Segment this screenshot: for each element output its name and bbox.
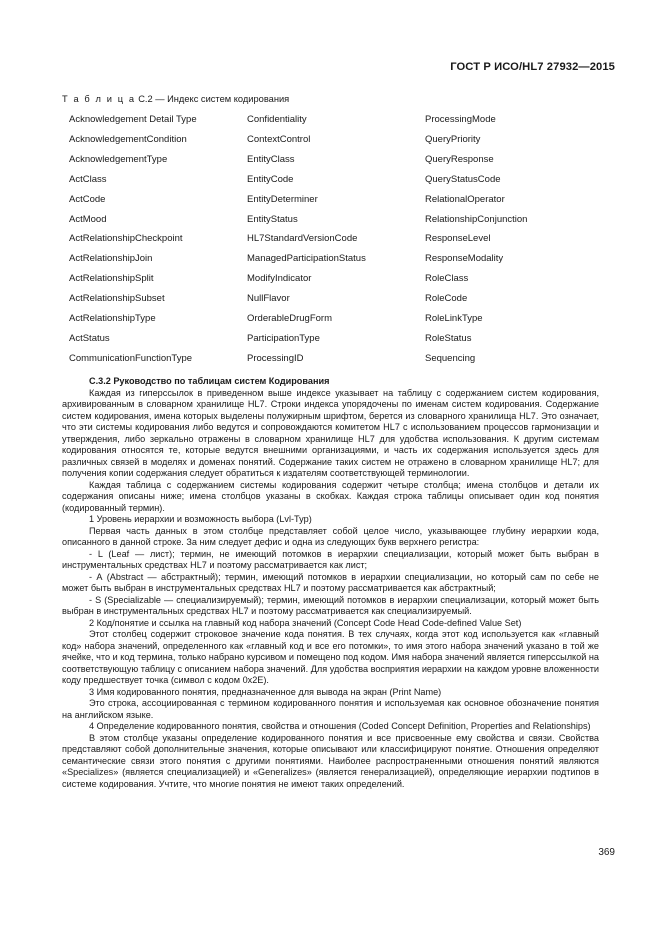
table-row [69, 308, 629, 328]
table-row [69, 249, 629, 269]
table-caption-label: Т а б л и ц а [62, 94, 136, 104]
coding-system-name[interactable]: EntityClass [247, 154, 295, 166]
coding-system-name[interactable]: RoleLinkType [425, 312, 483, 324]
paragraph: - L (Leaf — лист); термин, не имеющий потомков в иерархии специализации, который может быть выбран в инструментальных средствах HL7 и поэтому рассматривается как лист; [62, 548, 599, 570]
coding-system-name[interactable]: ModifyIndicator [247, 273, 312, 285]
coding-system-name[interactable]: ActRelationshipSubset [69, 293, 165, 305]
table-row [69, 150, 629, 170]
coding-system-name[interactable]: AcknowledgementCondition [69, 134, 187, 146]
coding-system-name[interactable]: QueryResponse [425, 154, 494, 166]
paragraph: Этот столбец содержит строковое значение кода понятия. В тех случаях, когда этот код используется как «главный код» набора значений, определенного как «главный код и все его потомки», то имя этого набора значений указано в той же ячейке, что и код термина, только набрано курсивом и помещено под кодом. Имя набора значений является гиперссылкой на соответствующую таблицу с описанием набора значений. Для удобства восприятия иерархии на каждом уровне вложенности коду предшествует точка (символ с кодом 0x2E). [62, 629, 599, 685]
coding-system-name[interactable]: ActRelationshipCheckpoint [69, 233, 183, 245]
table-row [69, 328, 629, 348]
coding-system-name[interactable]: ActMood [69, 213, 107, 225]
table-row [69, 229, 629, 249]
paragraph: 2 Код/понятие и ссылка на главный код набора значений (Concept Code Head Code-defined Value Set) [89, 617, 522, 628]
table-caption-title: С.2 — Индекс систем кодирования [138, 94, 290, 104]
coding-system-name[interactable]: CommunicationFunctionType [69, 352, 193, 364]
coding-system-name[interactable]: ParticipationType [247, 332, 320, 344]
coding-system-name[interactable]: Confidentiality [247, 114, 307, 126]
coding-system-name[interactable]: ProcessingMode [425, 114, 496, 126]
coding-system-name[interactable]: ResponseModality [425, 253, 504, 265]
page-number: 369 [598, 847, 615, 858]
coding-system-name[interactable]: EntityStatus [247, 213, 298, 225]
coding-system-name[interactable]: EntityDeterminer [247, 193, 318, 205]
paragraph: - S (Specializable — специализируемый); термин, имеющий потомков в иерархии специализации, который может быть выбран в инструментальных средствах HL7 и поэтому рассматривается как специализируемый. [62, 594, 599, 616]
coding-system-name[interactable]: ActRelationshipType [69, 312, 156, 324]
table-row [69, 269, 629, 289]
coding-system-name[interactable]: ActRelationshipJoin [69, 253, 153, 265]
paragraph: 3 Имя кодированного понятия, предназначенное для вывода на экран (Print Name) [89, 686, 442, 697]
paragraph: - А (Abstract — абстрактный); термин, имеющий потомков в иерархии специализации, но который сам по себе не может быть выбран в инструментальных средствах HL7 и поэтому рассматривается как абстрактный; [62, 571, 599, 593]
paragraph: В этом столбце указаны определение кодированного понятия и все присвоенные ему свойства и связи. Свойства представляют собой дополнительные значения, которые описывают или классифицируют понятие. Отношения определяют семантические связи этого понятия с другими понятиями. Наиболее распространенными отношения понятий являются «Specializes» (является специализацией) и «Generalizes» (является генерализацией), определяющие иерархии подтипов в системе кодирования. Учтите, что многие понятия не имеют таких определений. [62, 732, 599, 789]
table-row [69, 170, 629, 190]
section-heading: С.3.2 Руководство по таблицам систем Кодирования [89, 376, 330, 386]
paragraph: Каждая таблица с содержанием системы кодирования содержит четыре столбца; имена столбцов и детали их содержания описаны ниже; имена столбцов указаны в скобках. Каждая строка таблицы описывает один код понятия (кодированный термин). [62, 479, 599, 513]
paragraph: 1 Уровень иерархии и возможность выбора (Lvl-Typ) [89, 514, 312, 524]
document-body [62, 376, 599, 790]
table-row [69, 189, 629, 209]
coding-system-name[interactable]: ActStatus [69, 332, 110, 344]
coding-system-name[interactable]: RoleStatus [425, 332, 472, 344]
coding-system-name[interactable]: RelationalOperator [425, 193, 505, 205]
coding-system-name[interactable]: ActCode [69, 193, 106, 205]
coding-systems-index-table [69, 110, 629, 368]
coding-system-name[interactable]: EntityCode [247, 173, 294, 185]
coding-system-name[interactable]: RoleClass [425, 273, 469, 285]
table-caption [62, 94, 289, 104]
table-row [69, 110, 629, 130]
document-header: ГОСТ Р ИСО/HL7 27932—2015 [450, 61, 615, 73]
table-row [69, 348, 629, 368]
paragraph: Это строка, ассоциированная с термином кодированного понятия и используемая как основное обозначение понятия на английском языке. [62, 698, 599, 720]
coding-system-name[interactable]: OrderableDrugForm [247, 312, 332, 324]
coding-system-name[interactable]: ResponseLevel [425, 233, 491, 245]
coding-system-name[interactable]: HL7StandardVersionCode [247, 233, 358, 245]
coding-system-name[interactable]: ActRelationshipSplit [69, 273, 154, 285]
paragraph: Каждая из гиперссылок в приведенном выше индексе указывает на таблицу с содержанием систем кодирования, архивированным в словарном хранилище HL7. Строки индекса упорядочены по именам систем кодирования. Содержание систем кодирования, имена которых выделены полужирным шрифтом, берется из словарного хранилища HL7. Это означает, что эти системы кодирования либо ведутся и сопровождаются комитетом HL7 с использованием процессов гармонизации и утверждения, либо зеркально отражены в словарном хранилище HL7 для удобства использования. К другим системам кодирования относятся те, которые ведутся внешними организациями, и часть их содержания используется здесь для различных связей в моделях и доменах понятий. Содержание таких систем не отражено в словарном хранилище HL7; для получения копии содержания следует обратиться к издателям соответствующей терминологии. [62, 387, 599, 478]
coding-system-name[interactable]: RelationshipConjunction [425, 213, 528, 225]
coding-system-name[interactable]: ProcessingID [247, 352, 304, 364]
coding-system-name[interactable]: QueryPriority [425, 134, 481, 146]
coding-system-name[interactable]: ActClass [69, 173, 107, 185]
table-row [69, 289, 629, 309]
paragraph: 4 Определение кодированного понятия, свойства и отношения (Coded Concept Definition, Properties and Relationships) [89, 721, 591, 731]
table-row [69, 130, 629, 150]
coding-system-name[interactable]: ContextControl [247, 134, 311, 146]
coding-system-name[interactable]: AcknowledgementType [69, 154, 168, 166]
coding-system-name[interactable]: Sequencing [425, 352, 476, 364]
coding-system-name[interactable]: ManagedParticipationStatus [247, 253, 366, 265]
coding-system-name[interactable]: Acknowledgement Detail Type [69, 114, 197, 126]
table-row [69, 209, 629, 229]
paragraph: Первая часть данных в этом столбце представляет собой целое число, указывающее глубину иерархии кода, описанного в данной строке. За ним следует дефис и одна из следующих букв верхнего регистра: [62, 525, 599, 547]
coding-system-name[interactable]: RoleCode [425, 293, 468, 305]
coding-system-name[interactable]: QueryStatusCode [425, 173, 501, 185]
coding-system-name[interactable]: NullFlavor [247, 293, 290, 305]
